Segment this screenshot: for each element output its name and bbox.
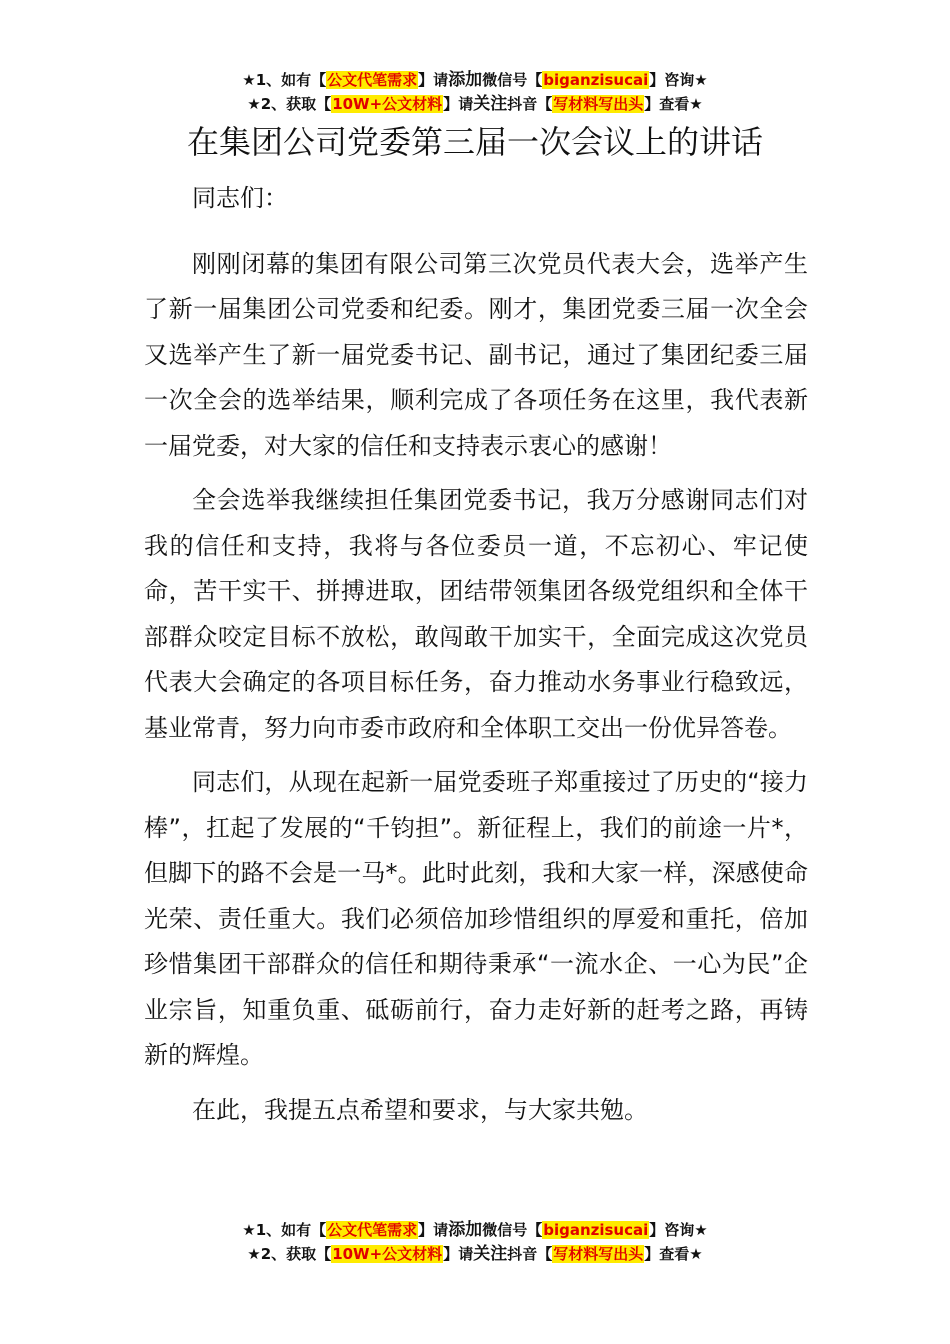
banner-text: 】查看★ xyxy=(644,95,703,113)
highlight-tag: biganzisucai xyxy=(543,1221,649,1239)
banner-line-2 xyxy=(0,92,950,116)
banner-text: 】咨询★ xyxy=(649,71,708,89)
highlight-tag: 写材料写出头 xyxy=(553,95,644,113)
salutation: 同志们： xyxy=(192,184,288,212)
banner-text: ★1、如有【 xyxy=(242,71,327,89)
banner-line-1 xyxy=(0,1218,950,1242)
document-title: 在集团公司党委第三届一次会议上的讲话 xyxy=(186,123,763,161)
highlight-tag: 写材料写出头 xyxy=(553,1245,644,1263)
banner-text: ★2、获取【 xyxy=(247,1245,332,1263)
banner-text: 微信号【 xyxy=(482,1221,543,1239)
footer-banner xyxy=(0,1218,950,1266)
banner-text: 】请 xyxy=(418,1221,449,1239)
highlight-tag: 10W+公文材料 xyxy=(332,1245,443,1263)
paragraph: 在此，我提五点希望和要求，与大家共勉。 xyxy=(192,1095,648,1124)
banner-emphasis: 添加 xyxy=(448,70,483,90)
paragraph: 同志们，从现在起新一届党委班子郑重接过了历史的“接力棒”，扛起了发展的“千钧担”。新征程上，我们的前途一片*，但脚下的路不会是一马*。此时此刻，我和大家一样，深感使命光荣、责任重大。我们必须倍加珍惜组织的厚爱和重托，倍加珍惜集团干部群众的信任和期待秉承“一流水企、一心为民”企业宗旨，知重负重、砥砺前行，奋力走好新的赶考之路，再铸新的辉煌。 xyxy=(144,768,808,1069)
highlight-tag: biganzisucai xyxy=(543,71,649,89)
highlight-tag: 公文代笔需求 xyxy=(327,71,418,89)
banner-text: 微信号【 xyxy=(482,71,543,89)
banner-text: 】请 xyxy=(418,71,449,89)
banner-text: 】咨询★ xyxy=(649,1221,708,1239)
banner-text: 抖音【 xyxy=(507,95,553,113)
banner-line-1 xyxy=(0,68,950,92)
banner-text: 】请 xyxy=(443,1245,474,1263)
highlight-tag: 公文代笔需求 xyxy=(327,1221,418,1239)
paragraph: 刚刚闭幕的集团有限公司第三次党员代表大会，选举产生了新一届集团公司党委和纪委。刚才，集团党委三届一次全会又选举产生了新一届党委书记、副书记，通过了集团纪委三届一次全会的选举结果，顺利完成了各项任务在这里，我代表新一届党委，对大家的信任和支持表示衷心的感谢！ xyxy=(144,249,808,460)
document-body xyxy=(144,176,808,1142)
banner-text: 】请 xyxy=(443,95,474,113)
banner-emphasis: 关注 xyxy=(473,94,508,114)
banner-text: ★2、获取【 xyxy=(247,95,332,113)
highlight-tag: 10W+公文材料 xyxy=(332,95,443,113)
banner-text: 抖音【 xyxy=(507,1245,553,1263)
banner-text: ★1、如有【 xyxy=(242,1221,327,1239)
header-banner xyxy=(0,68,950,116)
paragraph: 全会选举我继续担任集团党委书记，我万分感谢同志们对我的信任和支持，我将与各位委员一道，不忘初心、牢记使命，苦干实干、拼搏进取，团结带领集团各级党组织和全体干部群众咬定目标不放松，敢闯敢干加实干，全面完成这次党员代表大会确定的各项目标任务，奋力推动水务事业行稳致远，基业常青，努力向市委市政府和全体职工交出一份优异答卷。 xyxy=(144,486,808,742)
banner-emphasis: 关注 xyxy=(473,1244,508,1264)
banner-text: 】查看★ xyxy=(644,1245,703,1263)
banner-line-2 xyxy=(0,1242,950,1266)
banner-emphasis: 添加 xyxy=(448,1220,483,1240)
